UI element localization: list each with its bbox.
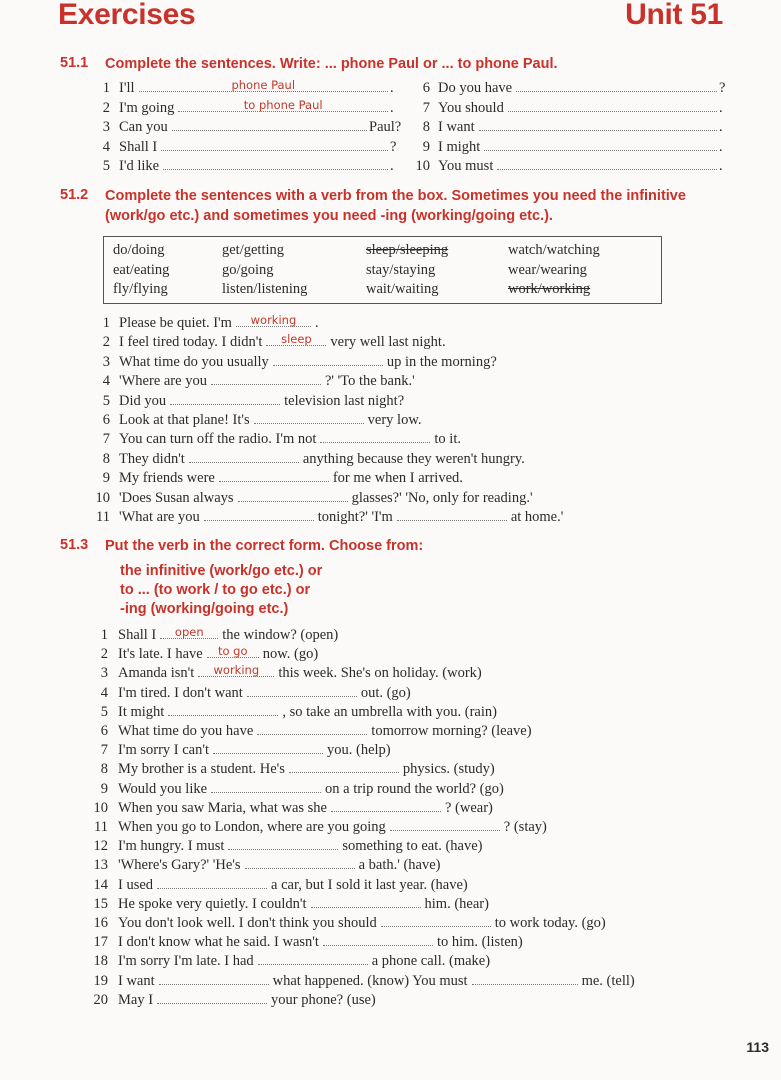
item-text-middle: to him. (listen) [436,934,523,951]
item-text: You must [438,158,494,174]
item-text: Look at that plane! It's [119,412,250,428]
answer-blank[interactable] [159,972,269,985]
item-text: 'Where's Gary?' 'He's [118,857,241,874]
item-text-end: . [390,80,394,96]
item-text-end: Paul? [369,119,402,135]
item-number: 1 [102,315,110,331]
verb-option: sleep/sleeping [366,242,449,258]
verb-option: fly/flying [113,281,168,297]
item-text: Would you like [118,780,208,797]
item-number: 8 [422,119,430,135]
item-text: May I [118,991,154,1008]
answer-blank[interactable] [397,508,507,521]
verb-option: watch/watching [508,242,600,258]
answer-blank[interactable] [508,99,717,112]
item-text: Shall I [118,627,157,643]
answer-blank[interactable] [320,430,430,443]
exercises-heading: Exercises [58,0,196,31]
verb-option: eat/eating [113,261,170,278]
answer-blank[interactable] [157,991,267,1004]
item-number: 15 [93,895,108,912]
answer-blank[interactable] [516,79,717,92]
answer-blank[interactable] [163,157,388,170]
item-text-middle: , so take an umbrella with you. (rain) [282,703,497,720]
answer-blank[interactable] [161,138,388,151]
item-number: 3 [102,119,110,135]
item-text: 'What are you [119,509,200,525]
item-text-middle: glasses?' 'No, only for reading.' [351,489,533,506]
item-text: I'm sorry I can't [118,742,209,759]
answer-blank[interactable] [258,952,368,965]
item-number: 6 [102,412,110,428]
answer-blank[interactable] [472,972,578,985]
item-text: Please be quiet. I'm [119,315,232,331]
item-text-middle: a phone call. (make) [371,953,491,970]
handwritten-answer: phone Paul [231,78,296,92]
item-text-middle: the window? (open) [222,627,339,643]
item-text: I'm sorry I'm late. I had [118,953,254,970]
section-51-1-number: 51.1 [60,55,89,71]
answer-blank[interactable] [484,138,717,151]
item-number: 2 [102,99,110,116]
section-51-2-title: Complete the sentences with a verb from the box. Sometimes you need the infinitive (work/go etc.) and sometimes you need -ing (working/going etc.). [105,188,686,224]
item-number: 8 [102,450,110,467]
item-text-middle: you. (help) [327,742,391,759]
item-text-end: at home.' [510,509,564,525]
item-text: My brother is a student. He's [118,761,285,778]
item-number: 10 [95,489,110,506]
verb-option: work/working [508,281,591,297]
item-text-middle: ? (stay) [503,819,547,835]
verb-option: go/going [222,261,274,278]
item-text: 'Where are you [119,373,207,390]
item-text: Can you [119,119,168,135]
item-number: 18 [93,953,108,970]
item-number: 13 [93,857,108,874]
item-text-middle: anything because they weren't hungry. [302,450,525,467]
page-number: 113 [746,1039,769,1055]
item-number: 7 [102,431,110,448]
handwritten-answer: to phone Paul [243,97,323,112]
answer-blank[interactable] [323,933,433,946]
answer-blank[interactable] [157,876,267,889]
item-text: He spoke very quietly. I couldn't [118,895,307,912]
handwritten-answer: working [250,313,297,327]
verb-option: do/doing [113,242,165,258]
verb-option: get/getting [222,242,285,258]
answer-blank[interactable] [381,914,491,927]
answer-blank[interactable] [238,489,348,502]
item-text: It might [118,703,165,720]
verb-option: wear/wearing [508,261,587,278]
item-text: You don't look well. I don't think you should [118,915,377,931]
answer-blank[interactable] [211,780,321,793]
item-text: I don't know what he said. I wasn't [118,934,319,951]
item-text: I want [438,119,475,135]
item-text-middle: him. (hear) [424,895,489,912]
answer-blank[interactable] [189,450,299,463]
item-text: Amanda isn't [118,665,195,682]
item-number: 8 [100,761,108,778]
item-number: 17 [93,934,108,951]
item-number: 1 [100,627,108,643]
handwritten-answer: open [174,625,204,639]
section-51-1-title: Complete the sentences. Write: ... phone Paul or ... to phone Paul. [105,56,558,72]
item-text-middle: for me when I arrived. [332,470,463,487]
item-text-middle: . [314,315,319,331]
item-text: I'd like [119,158,160,174]
verb-box [103,236,662,304]
item-number: 5 [102,158,110,174]
answer-blank[interactable] [289,760,399,773]
item-number: 10 [415,158,430,174]
item-text-middle: ? (wear) [444,799,493,816]
item-text-end: . [390,99,394,116]
item-text-middle: ?' 'To the bank.' [324,373,415,390]
item-text-middle: a bath.' (have) [358,857,441,874]
item-text-middle: now. (go) [262,646,319,663]
item-text: I'm going [119,99,175,116]
answer-blank[interactable] [213,741,323,754]
item-text: Shall I [119,138,158,155]
item-number: 3 [100,665,108,682]
handwritten-answer: working [213,663,260,678]
item-text: I'm tired. I don't want [118,684,243,701]
item-text-end: . [719,138,723,155]
item-text: I want [118,972,155,989]
item-text: I feel tired today. I didn't [119,334,263,351]
verb-option: listen/listening [222,281,308,297]
item-number: 5 [102,392,110,409]
choice-to-infinitive: to ... (to work / to go etc.) or [120,582,311,598]
handwritten-answer: to go [217,644,248,659]
item-number: 9 [102,470,110,487]
answer-blank[interactable] [245,856,355,869]
item-text-middle: tonight?' 'I'm [317,509,393,525]
answer-blank[interactable] [172,118,367,131]
item-number: 9 [100,780,108,797]
item-text-middle: physics. (study) [402,761,495,778]
item-text: What time do you usually [119,353,269,370]
item-number: 6 [422,80,430,96]
item-number: 4 [102,138,110,155]
answer-blank[interactable] [219,469,329,482]
answer-blank[interactable] [479,118,717,131]
answer-blank[interactable] [211,372,321,385]
item-text-middle: this week. She's on holiday. (work) [278,665,482,682]
item-text-middle: up in the morning? [386,353,497,370]
answer-blank[interactable] [247,684,357,697]
answer-blank[interactable] [254,411,364,424]
item-text: You can turn off the radio. I'm not [119,431,317,448]
item-text-end: me. (tell) [581,972,635,989]
item-text-middle: something to eat. (have) [342,838,483,855]
item-text-middle: a car, but I sold it last year. (have) [271,876,468,893]
item-text-middle: to it. [434,431,461,448]
item-text: You should [438,99,504,116]
item-text: When you go to London, where are you going [118,819,386,835]
item-text: It's late. I have [118,646,203,663]
answer-blank[interactable] [204,508,314,521]
item-number: 7 [100,742,108,759]
item-number: 20 [93,991,108,1008]
answer-blank[interactable] [311,895,421,908]
item-number: 16 [93,915,108,931]
item-text-middle: television last night? [284,392,405,409]
verb-option: wait/waiting [366,281,439,297]
answer-blank[interactable] [331,799,441,812]
item-number: 4 [102,373,110,390]
item-text-end: ? [390,138,397,155]
item-number: 3 [102,353,110,370]
item-text-middle: what happened. (know) You must [272,972,468,989]
handwritten-answer: sleep [281,332,312,347]
item-text-end: . [719,119,723,135]
item-number: 6 [100,723,108,739]
item-text-middle: your phone? (use) [271,991,376,1008]
item-text: Did you [119,392,167,409]
item-number: 11 [96,509,110,525]
item-number: 5 [100,703,108,720]
section-51-3-title: Put the verb in the correct form. Choose from: [105,538,424,554]
unit-heading: Unit 51 [625,0,723,31]
choice-ing: -ing (working/going etc.) [120,601,289,617]
item-text: I'll [119,80,135,96]
item-text-middle: tomorrow morning? (leave) [371,723,532,739]
item-number: 19 [93,972,108,989]
item-text: When you saw Maria, what was she [118,799,327,816]
item-number: 1 [102,80,110,96]
item-number: 4 [100,684,108,701]
answer-blank[interactable] [257,722,367,735]
item-number: 11 [94,819,108,835]
item-text-middle: to work today. (go) [494,915,606,931]
item-number: 7 [422,99,430,116]
item-text: My friends were [119,470,215,487]
item-number: 14 [93,876,108,893]
section-51-3-number: 51.3 [60,537,89,553]
item-text-end: . [390,158,394,174]
item-text-middle: on a trip round the world? (go) [325,780,504,797]
item-text: 'Does Susan always [119,489,234,506]
item-number: 2 [102,334,110,351]
item-number: 12 [93,838,108,855]
answer-blank[interactable] [168,703,278,716]
answer-blank[interactable] [228,837,338,850]
item-text-middle: very low. [367,412,422,428]
answer-blank[interactable] [497,157,717,170]
item-text: I used [118,876,154,893]
section-51-2-number: 51.2 [60,187,89,203]
item-text-end: . [719,158,723,174]
item-text-end: ? [719,80,726,96]
item-text: I'm hungry. I must [118,838,225,855]
item-number: 10 [93,799,108,816]
item-text-middle: out. (go) [360,684,411,701]
item-text: They didn't [119,450,185,467]
answer-blank[interactable] [390,818,500,831]
item-number: 2 [100,646,108,663]
choice-infinitive: the infinitive (work/go etc.) or [120,563,323,579]
verb-option: stay/staying [366,261,436,278]
answer-blank[interactable] [170,392,280,405]
item-text: Do you have [438,80,513,96]
item-number: 9 [422,138,430,155]
answer-blank[interactable] [273,353,383,366]
item-text-middle: very well last night. [330,334,446,351]
item-text-end: . [719,99,723,116]
item-text: I might [438,138,481,155]
item-text: What time do you have [118,723,254,739]
